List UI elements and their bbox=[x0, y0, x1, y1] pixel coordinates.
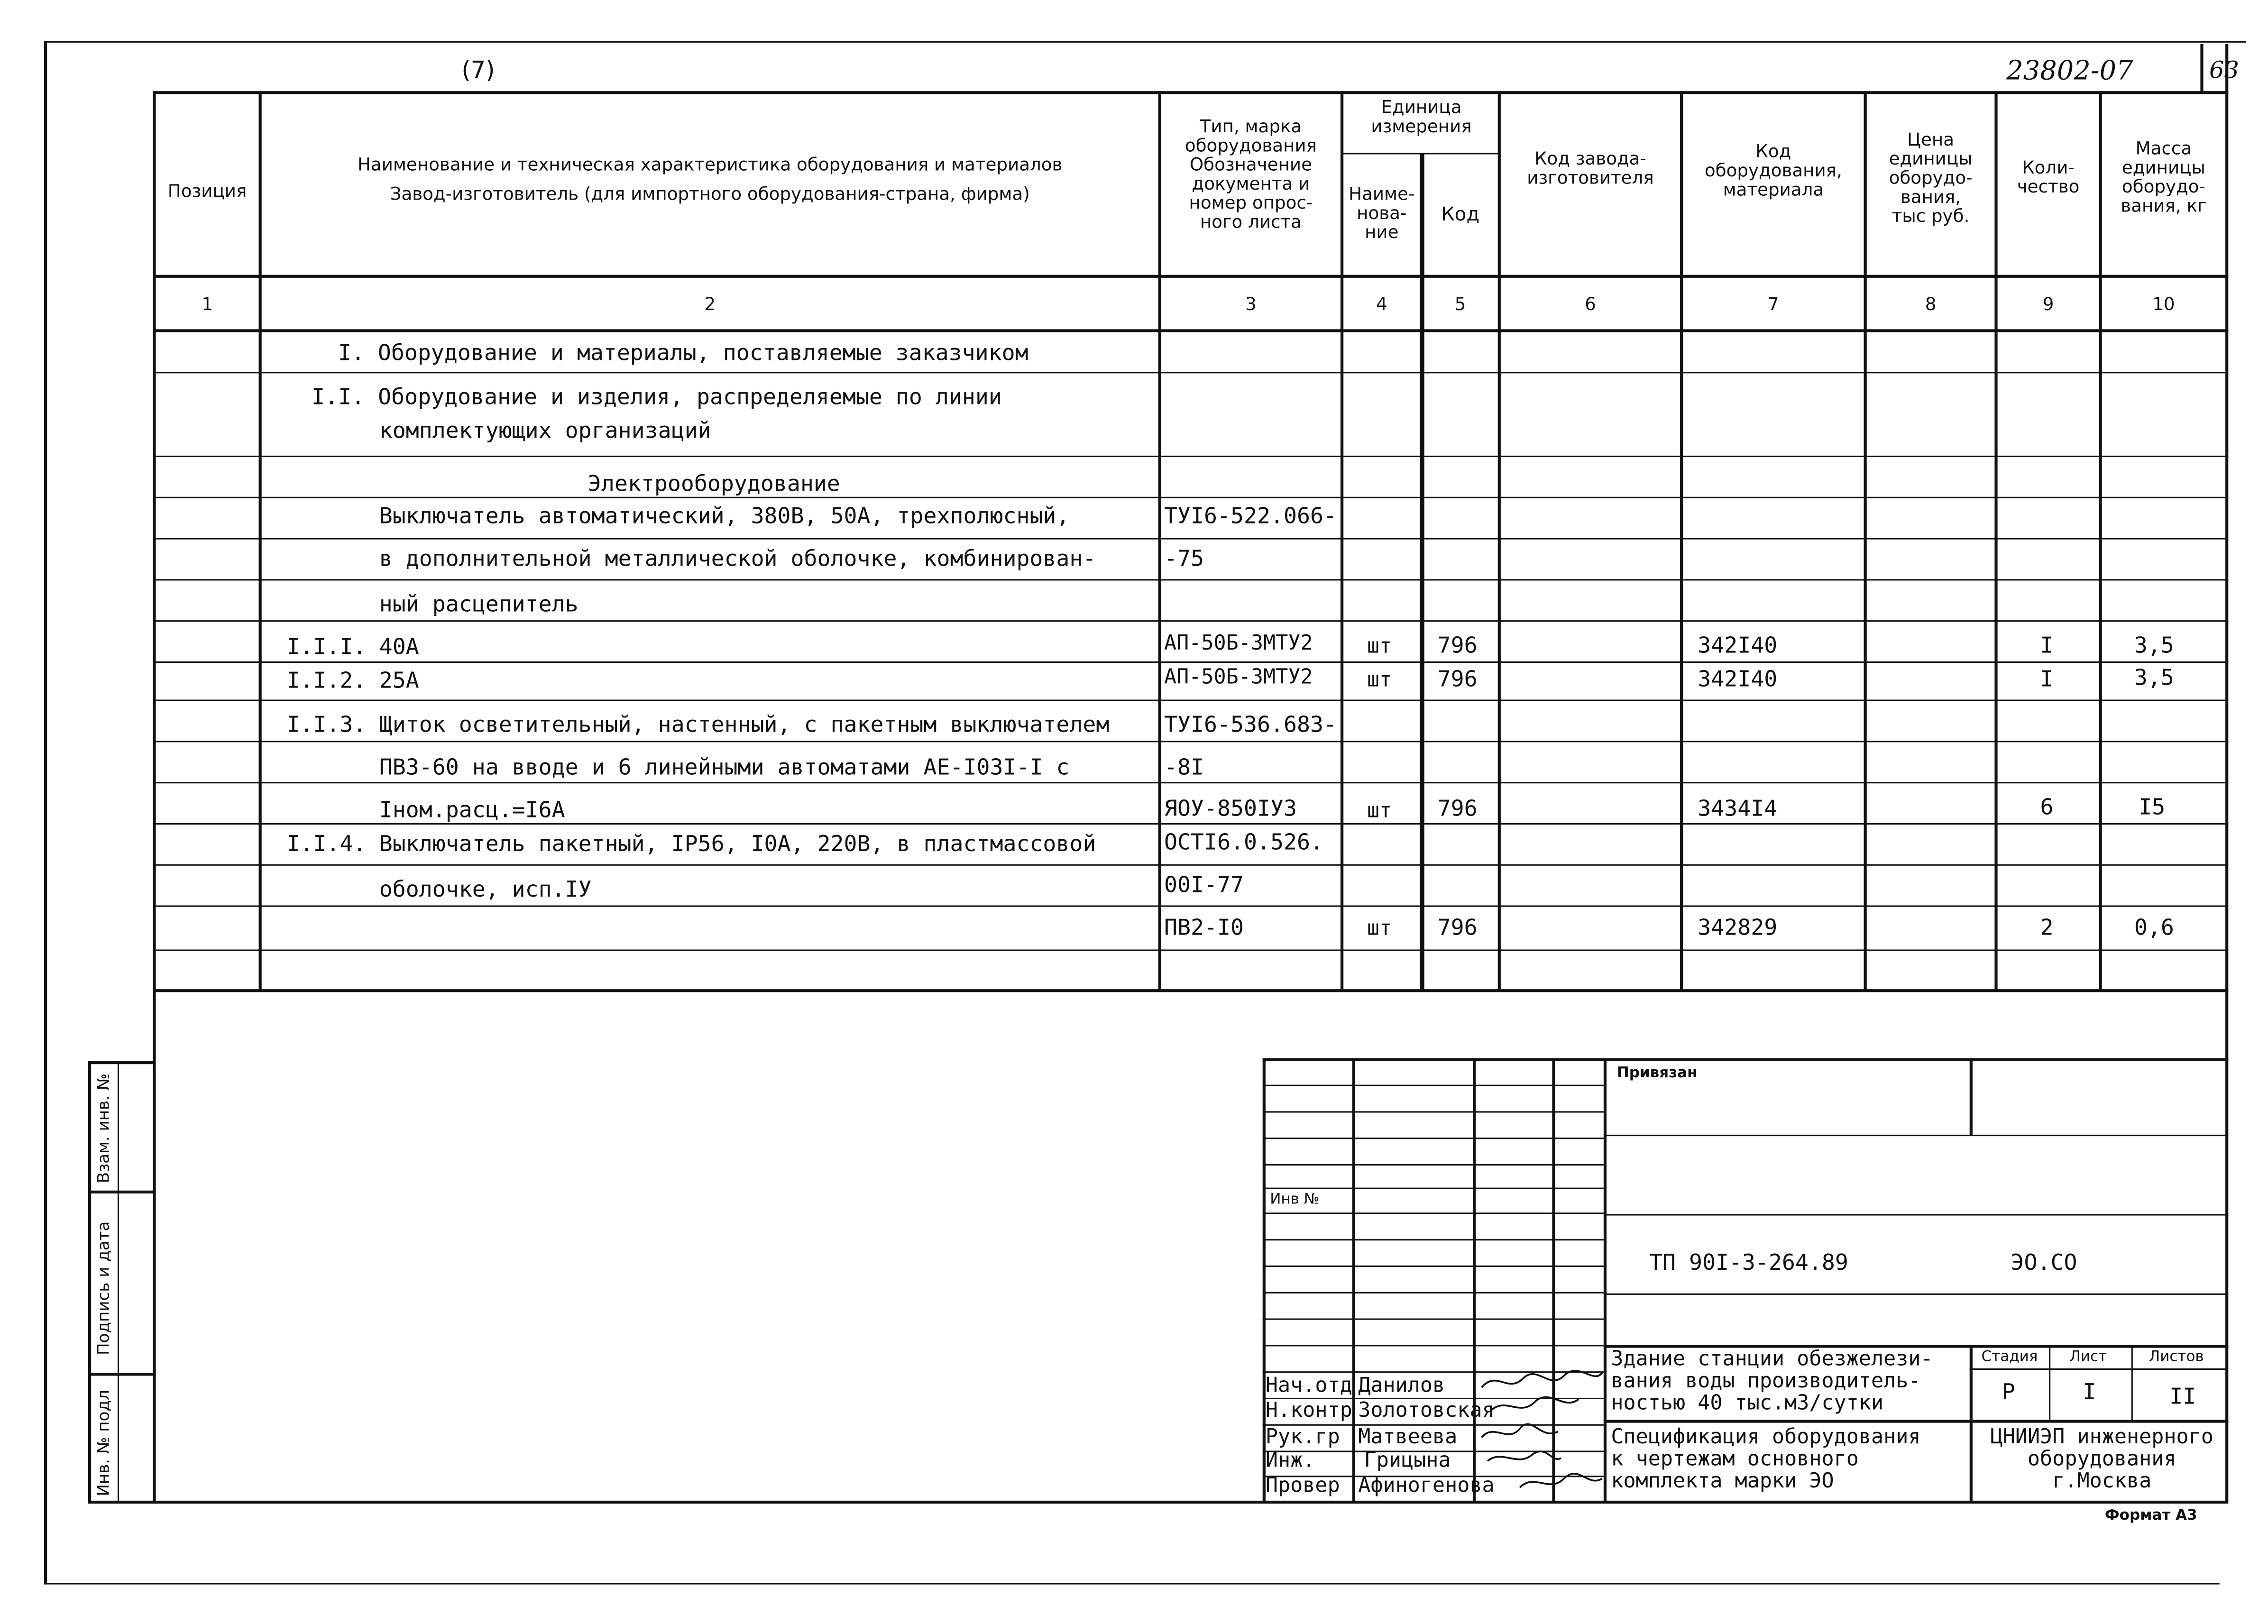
outer-frame-bottom bbox=[44, 1583, 2220, 1584]
tb-sign-name: Афиногенова bbox=[1358, 1474, 1495, 1498]
item-qty: I bbox=[2040, 666, 2054, 693]
signature-mark bbox=[1488, 1451, 1561, 1461]
side-stamp-sep bbox=[88, 1373, 156, 1376]
item-unit: шт bbox=[1367, 635, 1392, 659]
item-type: ТУI6-536.683- bbox=[1164, 711, 1337, 738]
tb-privyazan-sep bbox=[1970, 1058, 1973, 1135]
format-label: Формат А3 bbox=[2104, 1508, 2197, 1524]
item-qty: 2 bbox=[2040, 914, 2054, 941]
col-header-quantity: Коли- чество bbox=[2017, 157, 2080, 197]
col-line-5 bbox=[1498, 91, 1501, 991]
item-type: АП-50Б-3МТУ2 bbox=[1164, 632, 1313, 656]
col-number: 6 bbox=[1585, 294, 1596, 315]
side-stamp-top bbox=[88, 1061, 156, 1064]
col-number: 7 bbox=[1768, 294, 1779, 315]
tb-grid bbox=[1263, 1319, 1604, 1320]
tb-mark: ЭО.СО bbox=[2011, 1249, 2077, 1276]
item-equip-code: 3434I4 bbox=[1698, 795, 1778, 822]
item-name: оболочке, исп.IУ bbox=[379, 876, 592, 903]
tb-grid bbox=[1263, 1292, 1604, 1294]
tb-grid bbox=[1263, 1138, 1604, 1139]
tb-inv-label: Инв № bbox=[1270, 1192, 1320, 1209]
tb-sign-name: Золотовская bbox=[1358, 1399, 1495, 1423]
item-unit-code: 796 bbox=[1437, 632, 1478, 659]
tb-col bbox=[2049, 1345, 2050, 1421]
col-number: 2 bbox=[704, 294, 716, 315]
tb-line bbox=[1604, 1135, 2228, 1136]
col-header-type: Тип, марка оборудования Обозначение документа и номер опрос- ного листа bbox=[1185, 116, 1317, 232]
item-name: ный расцепитель bbox=[379, 591, 578, 617]
item-type: -75 bbox=[1164, 545, 1204, 572]
col-line-9 bbox=[2099, 91, 2102, 991]
col-line-8 bbox=[1994, 91, 1997, 991]
item-unit-code: 796 bbox=[1437, 914, 1478, 941]
item-qty: 6 bbox=[2040, 793, 2054, 820]
tb-grid bbox=[1263, 1111, 1604, 1112]
item-name: Выключатель автоматический, 380В, 50А, трехполюсный, bbox=[379, 503, 1070, 529]
row-line bbox=[153, 497, 2228, 498]
side-stamp-sep bbox=[88, 1191, 156, 1193]
tb-doc-title: Спецификация оборудования к чертежам основного комплекта марки ЭО bbox=[1611, 1425, 1921, 1494]
outer-frame-top bbox=[44, 41, 2246, 43]
tb-line bbox=[1970, 1368, 2229, 1370]
tb-grid bbox=[1263, 1085, 1604, 1086]
col-header-equip-code: Код оборудования, материала bbox=[1704, 141, 1842, 200]
subsection-title: I.I. Оборудование и изделия, распределяемые по линии bbox=[312, 384, 1002, 410]
subsection-title-cont: комплектующих организаций bbox=[379, 417, 711, 444]
frame-bottom bbox=[153, 1501, 2228, 1504]
tb-sign-role: Провер bbox=[1265, 1474, 1340, 1498]
row-line bbox=[153, 741, 2228, 742]
item-name: 40А bbox=[379, 633, 419, 660]
col-header-name-line1: Наименование и техническая характеристика оборудования и материалов bbox=[357, 154, 1063, 175]
side-stamp-inner bbox=[118, 1061, 119, 1502]
tb-sign-name: Данилов bbox=[1358, 1374, 1445, 1398]
frame-right bbox=[2225, 44, 2228, 1502]
sheet-box-left bbox=[2200, 44, 2203, 94]
item-type: 00I-77 bbox=[1164, 872, 1244, 898]
item-mass: I5 bbox=[2139, 793, 2166, 820]
item-name: ПВЗ-60 на вводе и 6 линейными автоматами АЕ-I03I-I с bbox=[379, 754, 1070, 780]
tb-col bbox=[2131, 1345, 2133, 1421]
item-position: I.I.2. bbox=[286, 667, 367, 694]
item-position: I.I.I. bbox=[286, 633, 367, 660]
item-equip-code: 342I40 bbox=[1698, 666, 1778, 693]
tb-privyazan: Привязан bbox=[1616, 1065, 1698, 1082]
item-mass: 0,6 bbox=[2134, 914, 2174, 941]
sheet-number: 63 bbox=[2209, 55, 2240, 84]
item-unit: шт bbox=[1367, 669, 1392, 693]
tb-grid bbox=[1263, 1345, 1604, 1346]
tb-stage-label: Стадия bbox=[1981, 1349, 2038, 1366]
item-type: -8I bbox=[1164, 754, 1204, 780]
item-name: в дополнительной металлической оболочке, комбинирован- bbox=[379, 545, 1096, 572]
tb-sign-role: Н.контр bbox=[1265, 1399, 1352, 1423]
signature-mark bbox=[1482, 1371, 1602, 1387]
col-number: 1 bbox=[202, 294, 213, 315]
col-number: 10 bbox=[2152, 294, 2175, 315]
item-name: Выключатель пакетный, IP56, I0А, 220В, в пластмассовой bbox=[379, 830, 1096, 857]
item-position: I.I.3. bbox=[286, 711, 367, 738]
item-unit: шт bbox=[1367, 799, 1392, 823]
tb-sheets-label: Листов bbox=[2149, 1349, 2204, 1366]
tb-grid bbox=[1263, 1212, 1604, 1214]
group-title: Электрооборудование bbox=[588, 470, 840, 497]
tb-grid bbox=[1263, 1164, 1604, 1165]
item-qty: I bbox=[2040, 632, 2054, 659]
col-header-unit-code: Код bbox=[1441, 204, 1480, 227]
col-header-unit-group: Единица измерения bbox=[1371, 97, 1472, 137]
row-line bbox=[153, 864, 2228, 866]
item-name: Щиток осветительный, настенный, с пакетным выключателем bbox=[379, 711, 1110, 738]
row-line bbox=[153, 579, 2228, 580]
tb-line bbox=[1604, 1214, 2228, 1215]
tb-line bbox=[1604, 1420, 2228, 1422]
item-equip-code: 342829 bbox=[1698, 914, 1778, 941]
item-unit-code: 796 bbox=[1437, 795, 1478, 822]
item-unit-code: 796 bbox=[1437, 666, 1478, 693]
col-number: 4 bbox=[1376, 294, 1387, 315]
row-line bbox=[153, 456, 2228, 457]
tb-sign-name: Матвеева bbox=[1358, 1425, 1458, 1450]
col-line-6 bbox=[1680, 91, 1683, 991]
section-title: I. Оборудование и материалы, поставляемые заказчиком bbox=[338, 339, 1028, 366]
side-stamp-sign-date: Подпись и дата bbox=[94, 1221, 113, 1356]
row-line bbox=[153, 372, 2228, 373]
col-number: 5 bbox=[1454, 294, 1466, 315]
item-type: ТУI6-522.066- bbox=[1164, 503, 1337, 529]
tb-stage: Р bbox=[2002, 1378, 2015, 1405]
tb-col bbox=[1352, 1058, 1355, 1502]
item-type: ЯОУ-850IУЗ bbox=[1164, 795, 1297, 822]
tb-doc-code: ТП 90I-3-264.89 bbox=[1649, 1249, 1848, 1276]
signature-mark bbox=[1490, 1397, 1579, 1411]
item-name: 25А bbox=[379, 667, 419, 694]
item-type: ПВ2-I0 bbox=[1164, 914, 1244, 941]
item-position: I.I.4. bbox=[286, 830, 367, 857]
tb-sheet: I bbox=[2083, 1378, 2096, 1405]
row-line bbox=[153, 782, 2228, 783]
tb-grid bbox=[1263, 1239, 1604, 1240]
col-header-factory-code: Код завода- изготовителя bbox=[1527, 148, 1654, 188]
title-block-top bbox=[1263, 1058, 2229, 1061]
outer-frame-left bbox=[44, 41, 47, 1585]
col-header-name-line2: Завод-изготовитель (для импортного оборудования-страна, фирма) bbox=[390, 184, 1030, 204]
doc-number: 23802-07 bbox=[2006, 55, 2133, 87]
signature-mark bbox=[1482, 1424, 1558, 1437]
page-marker: (7) bbox=[461, 55, 495, 84]
col-number: 9 bbox=[2042, 294, 2054, 315]
row-line bbox=[153, 905, 2228, 907]
signature-scribbles bbox=[1476, 1367, 1608, 1502]
frame-top bbox=[153, 91, 2228, 94]
table-bottom-line bbox=[153, 989, 2228, 992]
tb-sheet-label: Лист bbox=[2069, 1349, 2107, 1366]
item-unit: шт bbox=[1367, 917, 1392, 941]
tb-sign-name: Грицына bbox=[1364, 1449, 1451, 1473]
row-line bbox=[153, 538, 2228, 540]
col-number: 8 bbox=[1925, 294, 1937, 315]
tb-sign-role: Инж. bbox=[1265, 1449, 1315, 1473]
row-line bbox=[153, 700, 2228, 701]
tb-grid bbox=[1263, 1266, 1604, 1267]
tb-sign-role: Нач.отд bbox=[1265, 1374, 1352, 1398]
tb-sign-role: Рук.гр bbox=[1265, 1425, 1340, 1450]
tb-organization: ЦНИИЭП инженерного оборудования г.Москва bbox=[1990, 1425, 2213, 1494]
side-stamp-inv-no: Инв. № подл bbox=[94, 1390, 113, 1496]
item-mass: 3,5 bbox=[2134, 632, 2174, 659]
item-mass: 3,5 bbox=[2134, 664, 2174, 691]
col-line-1 bbox=[259, 91, 262, 991]
tb-sheets: II bbox=[2169, 1383, 2196, 1410]
header-bottom-line bbox=[153, 275, 2228, 278]
col-header-unit-name: Наиме- нова- ние bbox=[1349, 184, 1415, 243]
col-number: 3 bbox=[1245, 294, 1257, 315]
row-line bbox=[153, 661, 2228, 663]
side-stamp-left bbox=[88, 1061, 91, 1502]
row-line bbox=[153, 949, 2228, 951]
signature-mark bbox=[1520, 1474, 1602, 1487]
item-name: Iном.расц.=I6А bbox=[379, 797, 565, 823]
tb-line bbox=[1604, 1294, 2228, 1295]
item-type: АП-50Б-3МТУ2 bbox=[1164, 666, 1313, 689]
tb-object-name: Здание станции обезжелези- вания воды производитель- ностью 40 тыс.м3/сутки bbox=[1611, 1348, 1933, 1416]
col-header-price: Цена единицы оборудо- вания, тыс руб. bbox=[1889, 129, 1973, 227]
colnum-bottom-line bbox=[153, 329, 2228, 332]
side-stamp-vzam: Взам. инв. № bbox=[94, 1073, 113, 1184]
row-line bbox=[153, 620, 2228, 622]
item-equip-code: 342I40 bbox=[1698, 632, 1778, 659]
col-header-position: Позиция bbox=[167, 181, 247, 202]
row-line bbox=[153, 823, 2228, 825]
tb-grid bbox=[1263, 1188, 1604, 1189]
item-type: ОСТI6.0.526. bbox=[1164, 829, 1323, 856]
side-stamp-bottom bbox=[88, 1501, 156, 1504]
col-header-mass: Масса единицы оборудо- вания, кг bbox=[2121, 138, 2207, 216]
